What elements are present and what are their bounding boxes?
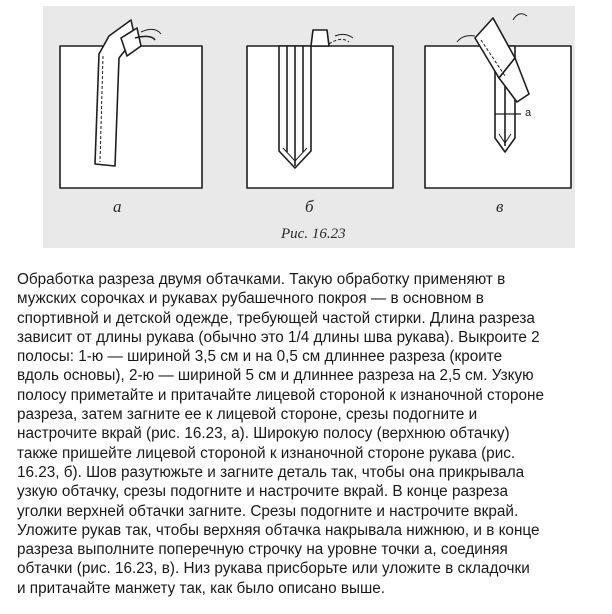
- text-line: обтачки (рис. 16.23, в). Низ рукава присборьте или уложите в складочки: [17, 560, 530, 578]
- text-line: разреза, затем загните ее к лицевой стороне, срезы подогните и: [17, 406, 478, 424]
- text-line: разреза выполните поперечную строчку на уровне точки а, соединяя: [17, 541, 508, 559]
- panel-label-a: а: [113, 197, 122, 216]
- panel-b-drawing: [247, 30, 393, 188]
- text-line: Уложите рукав так, чтобы верхняя обтачка накрывала нижнюю, и в конце: [17, 521, 540, 539]
- text-line: зависит от длины рукава (обычно это 1/4 длины шва рукава). Выкроите 2: [17, 328, 540, 346]
- text-line: полосы: 1-ю — шириной 3,5 см и на 0,5 см длиннее разреза (кроите: [17, 348, 503, 366]
- text-line: вдоль основы), 2-ю — шириной 5 см и длиннее разреза на 2,5 см. Узкую: [17, 367, 534, 385]
- figure-illustration: [43, 6, 575, 248]
- text-line: и притачайте манжету так, как было описано выше.: [17, 579, 385, 597]
- panel-b-fabric: [247, 46, 393, 188]
- text-line: 16.23, б). Шов разутюжьте и загните деталь так, чтобы она прикрывала: [17, 463, 525, 481]
- body-text: [17, 270, 601, 598]
- text-line: настрочите вкрай (рис. 16.23, а). Широкую полосу (верхнюю обтачку): [17, 425, 510, 443]
- text-line: полосу приметайте и притачайте лицевой стороной к изнаночной стороне: [17, 386, 545, 404]
- panel-a-drawing: [60, 20, 202, 188]
- text-line: уголки верхней обтачки загните. Срезы подогните и настрочите вкрай.: [17, 502, 519, 520]
- text-line: Обработка разреза двумя обтачками. Такую обработку применяют в: [17, 271, 506, 288]
- panel-label-b: б: [305, 197, 314, 216]
- panel-c-drawing: [425, 14, 571, 188]
- text-line: также пришейте лицевой стороной к изнаночной стороне рукава (рис.: [17, 444, 516, 462]
- text-line: спортивной и детской одежде, требующей частой стирки. Длина разреза: [17, 309, 535, 327]
- point-label-a: а: [525, 107, 532, 119]
- panel-label-c: в: [496, 197, 504, 216]
- figure-caption: Рис. 16.23: [281, 226, 346, 242]
- text-line: мужских сорочках и рукавах рубашечного покроя — в основном в: [17, 290, 484, 308]
- text-line: узкую обтачку, срезы подогните и настрочите вкрай. В конце разреза: [17, 483, 509, 501]
- panel-a-fabric: [60, 46, 202, 188]
